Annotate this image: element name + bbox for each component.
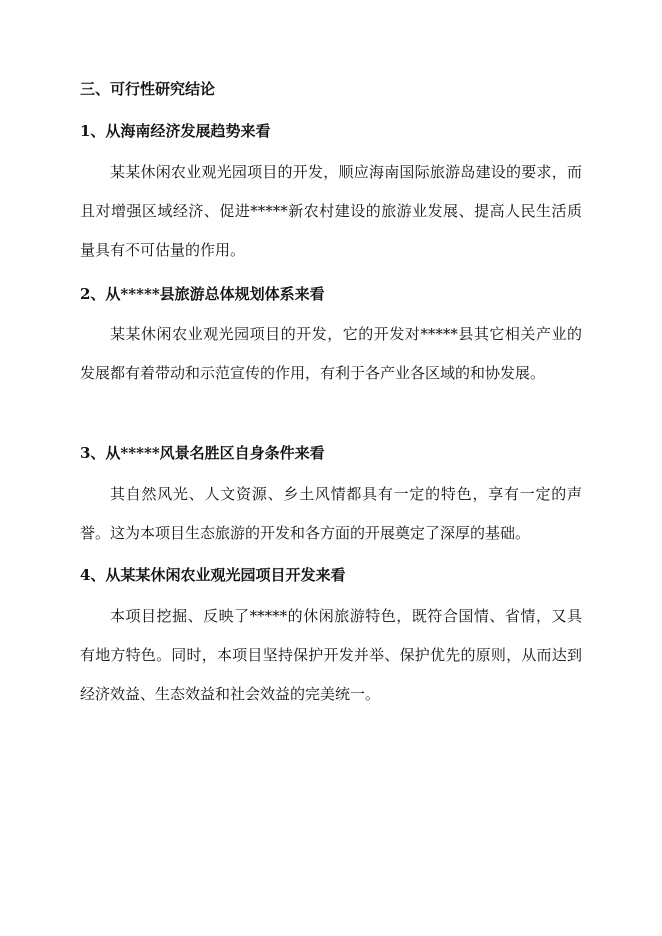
heading-economic-trend: 1、从海南经济发展趋势来看 [80,122,271,140]
heading-scenic-area-conditions: 3、从*****风景名胜区自身条件来看 [80,444,325,462]
section-title: 三、可行性研究结论 [80,80,216,98]
heading-project-development: 4、从某某休闲农业观光园项目开发来看 [80,566,346,584]
paragraph-county-tourism-plan: 某某休闲农业观光园项目的开发，它的开发对*****县其它相关产业的发展都有着带动和示范宣传的作用，有利于各产业各区域的和协发展。 [80,325,582,382]
paragraph-economic-trend: 某某休闲农业观光园项目的开发，顺应海南国际旅游岛建设的要求，而且对增强区域经济、促进*****新农村建设的旅游业发展、提高人民生活质量具有不可估量的作用。 [80,163,582,259]
paragraph-project-development: 本项目挖掘、反映了*****的休闲旅游特色，既符合国情、省情，又具有地方特色。同时，本项目坚持保护开发并举、保护优先的原则，从而达到经济效益、生态效益和社会效益的完美统一。 [80,607,582,703]
paragraph-scenic-area-conditions: 其自然风光、人文资源、乡土风情都具有一定的特色，享有一定的声誉。这为本项目生态旅游的开发和各方面的开展奠定了深厚的基础。 [80,485,582,542]
heading-county-tourism-plan: 2、从*****县旅游总体规划体系来看 [80,285,325,303]
